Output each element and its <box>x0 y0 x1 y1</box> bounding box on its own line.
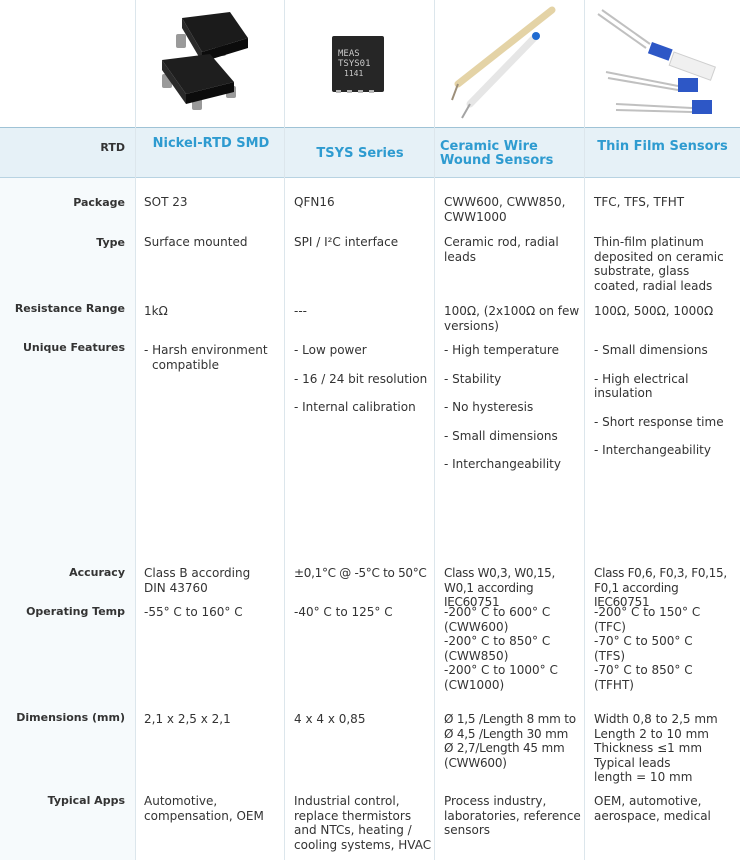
cell-type: Surface mounted <box>144 235 248 249</box>
feature-item: - Internal calibration <box>294 400 416 414</box>
cell-accuracy: Class B according DIN 43760 <box>144 566 251 595</box>
column-divider <box>284 0 285 860</box>
rtd-label: RTD <box>100 141 125 154</box>
label-typical-apps: Typical Apps <box>47 794 125 807</box>
column-divider <box>135 0 136 860</box>
label-accuracy: Accuracy <box>69 566 125 579</box>
dimension-line: 2,1 x 2,5 x 2,1 <box>144 712 231 726</box>
cell-typical-apps: Process industry, laboratories, reference sensors <box>444 794 581 837</box>
temp-line: -200° C to 150° C <box>594 605 701 619</box>
dimension-line: Length 2 to 10 mm <box>594 726 709 741</box>
cell-resistance: --- <box>294 304 307 318</box>
dimension-line: Width 0,8 to 2,5 mm <box>594 712 718 726</box>
temp-line: -70° C to 850° C <box>594 663 693 677</box>
qfn16-chip-image <box>330 34 386 94</box>
chip-marking-line3: 1141 <box>344 69 364 78</box>
cell-dimensions <box>144 712 280 727</box>
cell-features <box>144 343 276 372</box>
dimension-line: length = 10 mm <box>594 770 693 784</box>
cell-features <box>294 343 430 429</box>
header-ceramic: Ceramic Wire Wound Sensors <box>440 139 554 168</box>
cell-dimensions <box>594 712 734 785</box>
temp-line: -40° C to 125° C <box>294 605 393 619</box>
feature-item: - High electrical insulation <box>594 371 689 400</box>
temp-line: -200° C to 850° C <box>444 634 551 648</box>
feature-item: - 16 / 24 bit resolution <box>294 371 428 386</box>
cell-package: QFN16 <box>294 195 335 209</box>
column-divider <box>434 0 435 860</box>
dimension-line: Ø 1,5 /Length 8 mm to <box>444 712 576 726</box>
label-unique-features: Unique Features <box>22 341 125 354</box>
feature-item: - Small dimensions <box>444 428 558 443</box>
cell-typical-apps: Industrial control, replace thermistors and NTCs, heating / cooling systems, HVAC <box>294 794 432 852</box>
temp-line: (CW1000) <box>444 677 505 692</box>
feature-item: - Stability <box>444 371 502 386</box>
cell-typical-apps: OEM, automotive, aerospace, medical <box>594 794 711 823</box>
temp-line: (TFHT) <box>594 677 634 692</box>
dimension-line: Typical leads <box>594 755 671 770</box>
dimension-line: (CWW600) <box>444 755 507 770</box>
cell-typical-apps: Automotive, compensation, OEM <box>144 794 264 823</box>
cell-package: CWW600, CWW850, CWW1000 <box>444 195 566 224</box>
temp-line: -200° C to 1000° C <box>444 663 558 677</box>
dimension-line: Ø 4,5 /Length 30 mm <box>444 726 569 741</box>
label-dimensions: Dimensions (mm) <box>16 711 125 724</box>
temp-line: (CWW600) <box>444 619 509 634</box>
cell-operating-temp <box>594 605 734 692</box>
header-thin-film: Thin Film Sensors <box>597 139 728 154</box>
feature-item: - Interchangeability <box>444 457 561 471</box>
label-package: Package <box>73 196 125 209</box>
feature-item: - Interchangeability <box>594 443 711 457</box>
cell-type: Ceramic rod, radial leads <box>444 235 559 264</box>
cell-features <box>594 343 736 472</box>
feature-item: - No hysteresis <box>444 400 534 414</box>
cell-package: TFC, TFS, TFHT <box>594 195 685 209</box>
label-type: Type <box>96 236 125 249</box>
cell-resistance: 1kΩ <box>144 304 168 318</box>
cell-dimensions <box>294 712 430 727</box>
cell-resistance: 100Ω, 500Ω, 1000Ω <box>594 304 714 318</box>
chip-marking-line1: MEAS <box>338 49 360 59</box>
label-operating-temp: Operating Temp <box>26 605 125 618</box>
temp-line: -200° C to 600° C <box>444 605 551 619</box>
cell-operating-temp <box>294 605 430 620</box>
cell-accuracy: ±0,1°C @ -5°C to 50°C <box>294 566 427 580</box>
feature-item: - High temperature <box>444 343 559 357</box>
feature-item: - Low power <box>294 343 367 357</box>
feature-item: - Short response time <box>594 414 724 429</box>
temp-line: -55° C to 160° C <box>144 605 243 619</box>
dimension-line: Ø 2,7/Length 45 mm <box>444 741 565 755</box>
temp-line: (CWW850) <box>444 648 509 663</box>
header-tsys: TSYS Series <box>316 146 404 161</box>
label-column-bg <box>0 178 135 860</box>
label-resistance-range: Resistance Range <box>14 302 125 315</box>
temp-line: (TFS) <box>594 648 626 663</box>
feature-item: - Small dimensions <box>594 343 708 357</box>
sot23-package-image <box>152 8 262 116</box>
column-divider <box>584 0 585 860</box>
chip-marking-line2: TSYS01 <box>338 59 371 69</box>
dimension-line: Thickness ≤1 mm <box>594 741 703 755</box>
cell-accuracy: Class W0,3, W0,15, W0,1 according IEC60751 <box>444 566 555 609</box>
cell-operating-temp <box>444 605 580 692</box>
ceramic-wire-wound-image <box>440 4 560 120</box>
cell-resistance: 100Ω, (2x100Ω on few versions) <box>444 304 580 333</box>
cell-package: SOT 23 <box>144 195 188 209</box>
temp-line: -70° C to 500° C <box>594 634 693 648</box>
cell-dimensions <box>444 712 584 770</box>
dimension-line: 4 x 4 x 0,85 <box>294 712 366 726</box>
cell-type: SPI / I²C interface <box>294 235 399 249</box>
cell-operating-temp <box>144 605 280 620</box>
cell-type: Thin-film platinum deposited on ceramic substrate, glass coated, radial leads <box>594 235 724 293</box>
cell-features <box>444 343 580 486</box>
thin-film-sensor-image <box>594 8 724 116</box>
feature-item: - Harsh environment compatible <box>144 343 268 372</box>
cell-accuracy: Class F0,6, F0,3, F0,15, F0,1 according IEC60751 <box>594 566 727 609</box>
header-nickel-rtd: Nickel-RTD SMD <box>152 136 270 151</box>
temp-line: (TFC) <box>594 619 626 634</box>
